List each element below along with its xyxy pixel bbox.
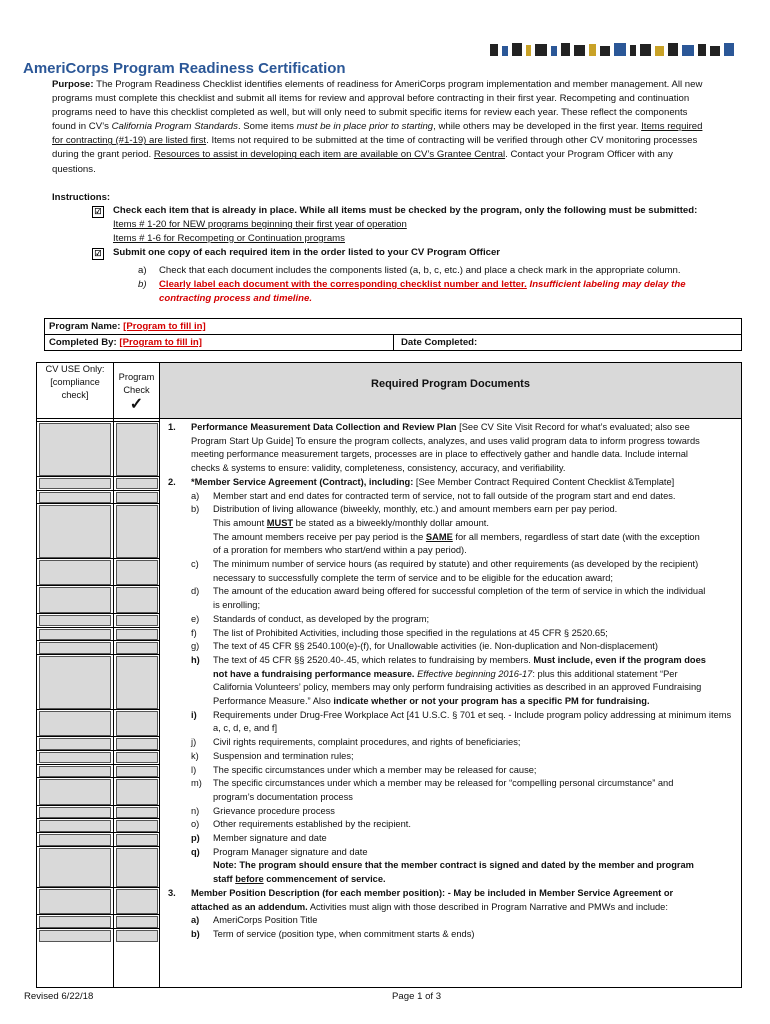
date-completed-field[interactable]: Date Completed:: [401, 337, 478, 348]
cv-check-cell[interactable]: [39, 478, 111, 490]
list-item-key: 3.: [168, 887, 176, 898]
list-item-text: The specific circumstances under which a member may be released for cause;: [213, 764, 537, 775]
program-check-cell[interactable]: [116, 889, 158, 914]
instruction-sub-2: Items # 1-6 for Recompeting or Continuation programs: [113, 233, 345, 244]
program-name-field[interactable]: [Program to fill in]: [123, 321, 206, 332]
cv-check-cell[interactable]: [39, 834, 111, 846]
program-check-cell[interactable]: [116, 820, 158, 832]
cv-check-cell[interactable]: [39, 889, 111, 914]
row-divider: [37, 640, 159, 641]
purpose-underline: Items required for contracting (#1-19) are listed first: [52, 121, 703, 147]
list-item-text: Performance Measure.” Also indicate whether or not your program has a specific PM for fundraising.: [213, 696, 650, 706]
list-item-key: n): [191, 805, 200, 816]
program-check-cell[interactable]: [116, 766, 158, 778]
requirements-table: [36, 362, 742, 988]
cv-check-cell[interactable]: [39, 560, 111, 585]
list-item-key: k): [191, 750, 199, 761]
completed-by-field[interactable]: [Program to fill in]: [119, 337, 202, 348]
program-check-cell[interactable]: [116, 478, 158, 490]
cv-check-cell[interactable]: [39, 711, 111, 736]
purpose-text: . Some items: [237, 121, 297, 133]
list-item-key: e): [191, 613, 200, 624]
list-item-key: o): [191, 819, 200, 830]
purpose-text: , while others may be developed in the first year.: [433, 121, 642, 133]
instruction-b-text-2: contracting process and timeline.: [159, 293, 313, 304]
instruction-b-label: b): [138, 279, 147, 290]
list-item-key: 1.: [168, 422, 176, 432]
program-check-cell[interactable]: [116, 807, 158, 819]
program-check-cell[interactable]: [116, 560, 158, 585]
list-item-text: This amount MUST be stated as a biweekly/monthly dollar amount.: [213, 517, 489, 528]
list-item-text: checks & systems to ensure: validity, completeness, consistency, accuracy, and verifiability.: [191, 463, 566, 474]
program-check-cell[interactable]: [116, 834, 158, 846]
list-item-key: j): [191, 737, 197, 748]
cv-check-cell[interactable]: [39, 848, 111, 887]
list-item-key: m): [191, 778, 202, 789]
list-item-text: Note: The program should ensure that the member contract is signed and dated by the member and program: [213, 860, 694, 871]
instruction-a-text: Check that each document includes the components listed (a, b, c, etc.) and place a check mark in the appropriate column.: [159, 265, 681, 276]
list-item-key: d): [191, 586, 200, 597]
list-item-text: The text of 45 CFR §§ 2540.100(e)-(f), for Unallowable activities (ie. Non-duplication and Non-displacement): [213, 641, 658, 652]
row-divider: [37, 846, 159, 847]
row-divider: [37, 709, 159, 710]
instruction-check-1: Check each item that is already in place. While all items must be checked by the program, only the following must be submitted:: [113, 205, 698, 216]
list-item-text: The minimum number of service hours (as required by statute) and other requirements (as developed by the recipient): [213, 559, 699, 569]
program-check-cell[interactable]: [116, 752, 158, 764]
list-item-text: staff before commencement of service.: [213, 874, 386, 885]
program-check-label: Program Check: [118, 372, 155, 395]
cv-check-cell[interactable]: [39, 492, 111, 504]
row-divider: [37, 887, 159, 888]
list-item-key: c): [191, 559, 199, 569]
list-item-key: f): [191, 627, 197, 638]
list-item-text: Member signature and date: [213, 833, 327, 843]
list-item-text: Standards of conduct, as developed by the program;: [213, 613, 430, 624]
list-item-key: b): [191, 504, 200, 515]
program-check-header: [114, 363, 160, 418]
purpose-paragraph: [52, 78, 714, 177]
row-divider: [37, 777, 159, 778]
purpose-italic: must be in place prior to starting: [296, 121, 434, 133]
cv-check-cell[interactable]: [39, 629, 111, 641]
row-divider: [37, 654, 159, 655]
instructions-label: Instructions:: [52, 192, 111, 203]
instruction-b-text: [159, 278, 686, 292]
cv-check-cell[interactable]: [39, 587, 111, 612]
program-check-cell[interactable]: [116, 615, 158, 627]
list-item-key: l): [191, 764, 197, 775]
cv-use-header: CV USE Only: [compliance check]: [37, 363, 114, 418]
list-item-key: g): [191, 641, 200, 652]
row-divider: [37, 558, 159, 559]
purpose-label: Purpose:: [52, 79, 94, 90]
list-item-text: is enrolling;: [213, 600, 261, 611]
program-check-cell[interactable]: [116, 779, 158, 804]
program-check-cell[interactable]: [116, 423, 158, 476]
list-item-key: b): [191, 928, 200, 939]
program-check-cell[interactable]: [116, 738, 158, 750]
list-item-key: a): [191, 490, 200, 501]
purpose-text: . Items not required to be submitted at the time of contracting will be verified through other CV monitoring processes during the grant period.: [52, 135, 698, 161]
list-item-text: California Volunteers’ policy, members may only perform fundraising activities as described in an approved Fundraising: [213, 682, 702, 693]
list-item-text: necessary to successfully complete the term of service and to be eligible for the education award;: [213, 572, 613, 583]
list-item-text: Member start and end dates for contracted term of service, not to fall outside of the program start and end dates.: [213, 490, 676, 501]
list-item-text: Term of service (position type, when commitment starts & ends): [213, 928, 475, 939]
table-header: [37, 363, 741, 419]
row-divider: [37, 476, 159, 477]
list-item-text: Program Manager signature and date: [213, 846, 368, 857]
program-check-cell[interactable]: [116, 848, 158, 887]
program-check-cell[interactable]: [116, 587, 158, 612]
cv-check-cell[interactable]: [39, 779, 111, 804]
california-volunteers-logo: [488, 38, 738, 62]
instruction-b-italic: Insufficient labeling may delay the: [526, 279, 686, 290]
cv-check-cell[interactable]: [39, 656, 111, 709]
row-divider: [37, 736, 159, 737]
program-info-form: [44, 318, 742, 351]
row-divider: [37, 490, 159, 491]
list-item-text: The amount members receive per pay period is the SAME for all members, regardless of start date (with the exception: [213, 531, 700, 542]
instruction-check-2: Submit one copy of each required item in the order listed to your CV Program Officer: [113, 247, 501, 258]
cv-check-cell[interactable]: [39, 615, 111, 627]
instruction-a-label: a): [138, 265, 147, 276]
list-item-key: 2.: [168, 476, 176, 487]
cv-check-cell[interactable]: [39, 642, 111, 654]
revised-date: Revised 6/22/18: [24, 991, 94, 1002]
row-divider: [37, 832, 159, 833]
list-item-text: Suspension and termination rules;: [213, 750, 354, 761]
instruction-b-underline: Clearly label each document with the corresponding checklist number and letter.: [159, 279, 527, 290]
program-check-cell[interactable]: [116, 711, 158, 736]
program-check-cell[interactable]: [116, 505, 158, 558]
page-number: Page 1 of 3: [392, 991, 442, 1002]
checkbox-icon[interactable]: ☑: [92, 206, 104, 218]
grantee-central-link[interactable]: Resources to assist in developing each item are available on CV’s Grantee Central: [153, 149, 506, 161]
completed-by-row: [45, 335, 741, 350]
row-divider: [37, 421, 159, 422]
page-title: AmeriCorps Program Readiness Certification: [23, 60, 346, 77]
program-check-cell[interactable]: [116, 930, 158, 942]
list-item-key: a): [191, 915, 200, 926]
list-item-text: Other requirements established by the recipient.: [213, 819, 411, 830]
list-item-key: h): [191, 654, 200, 665]
list-item-text: Member Position Description (for each member position): - May be included in Member Service Agreement or: [191, 887, 674, 898]
list-item-text: Grievance procedure process: [213, 805, 335, 816]
row-divider: [37, 627, 159, 628]
list-item-text: Requirements under Drug-Free Workplace Act [41 U.S.C. § 701 et seq. - Include program policy addressing at minimum items: [213, 709, 732, 720]
list-item-text: program’s documentation process: [213, 791, 353, 802]
list-item-key: q): [191, 846, 200, 857]
row-divider: [37, 928, 159, 929]
list-item-key: p): [191, 833, 200, 843]
program-check-cell[interactable]: [116, 642, 158, 654]
list-item-text: Program Start Up Guide] To ensure the program collects, analyzes, and uses valid program data to inform progress towards: [191, 435, 700, 446]
cv-check-cell[interactable]: [39, 423, 111, 476]
check-mark-icon: ✓: [129, 396, 144, 413]
program-check-cell[interactable]: [116, 629, 158, 641]
row-divider: [37, 764, 159, 765]
purpose-text: . Contact your Program Officer with any questions.: [52, 149, 673, 175]
instruction-sub-1: Items # 1-20 for NEW programs beginning their first year of operation: [113, 219, 407, 230]
list-item-text: The list of Prohibited Activities, including those specified in the regulations at 45 CFR § 2520.65;: [213, 627, 608, 638]
cv-check-cell[interactable]: [39, 930, 111, 942]
cv-check-cell[interactable]: [39, 820, 111, 832]
list-item-text: not have a fundraising performance measure. Effective beginning 2016-17: plus this additional statement “Per: [213, 668, 678, 679]
row-divider: [37, 613, 159, 614]
list-item-text: Performance Measurement Data Collection and Review Plan [See CV Site Visit Record for what’s evaluated; also see: [191, 422, 690, 432]
program-check-cell[interactable]: [116, 916, 158, 928]
list-item-text: a, c, d, e, and f]: [213, 723, 278, 734]
program-name-row: [45, 319, 741, 335]
list-item-text: of a proration for members who start/end within a pay period).: [213, 545, 467, 556]
list-item-text: Civil rights requirements, complaint procedures, and rights of beneficiaries;: [213, 737, 521, 748]
list-item-text: The amount of the education award being offered for successful completion of the term of service in which the individual: [213, 586, 706, 597]
list-item-text: attached as an addendum. Activities must align with those described in Program Narrative and PMWs and include:: [191, 901, 668, 912]
row-divider: [37, 503, 159, 504]
cv-check-cell[interactable]: [39, 738, 111, 750]
row-divider: [37, 818, 159, 819]
program-name-label: Program Name:: [49, 321, 121, 332]
list-item-text: *Member Service Agreement (Contract), including: [See Member Contract Required Content Checklist &Template]: [191, 476, 675, 487]
list-item-text: The specific circumstances under which a member may be released for “compelling personal circumstance” and: [213, 778, 674, 789]
purpose-italic: California Program Standards: [111, 121, 238, 133]
completed-by-label: Completed By:: [49, 337, 117, 348]
cv-check-cell[interactable]: [39, 752, 111, 764]
cv-check-cell[interactable]: [39, 505, 111, 558]
required-docs-header: Required Program Documents: [160, 363, 741, 418]
cv-check-cell[interactable]: [39, 916, 111, 928]
row-divider: [37, 914, 159, 915]
list-item-text: AmeriCorps Position Title: [213, 915, 318, 926]
list-item-text: Distribution of living allowance (biweekly, monthly, etc.) and amount members earn per pay period.: [213, 504, 618, 515]
list-item-text: The text of 45 CFR §§ 2520.40-.45, which relates to fundraising by members. Must include, even if the program does: [213, 654, 706, 665]
row-divider: [37, 750, 159, 751]
checkbox-icon[interactable]: ☑: [92, 248, 104, 260]
row-divider: [37, 585, 159, 586]
row-divider: [37, 805, 159, 806]
program-check-cell[interactable]: [116, 656, 158, 709]
program-check-cell[interactable]: [116, 492, 158, 504]
purpose-text: The Program Readiness Checklist identifies elements of readiness for AmeriCorps program implementation and member management. All new programs must complete this checklist and submit all items for review and approval before contracting in their first year. Recompeting and continuation programs need to have this checklist completed as well, but will only need to submit specific items for review each year. These reflect the components found in CV’s: [52, 79, 703, 133]
list-item-text: meeting performance measurement targets, processes are in place to effectively gather and handle data. Include internal: [191, 449, 688, 460]
cv-check-cell[interactable]: [39, 766, 111, 778]
list-item-key: i): [191, 709, 197, 720]
cv-check-cell[interactable]: [39, 807, 111, 819]
